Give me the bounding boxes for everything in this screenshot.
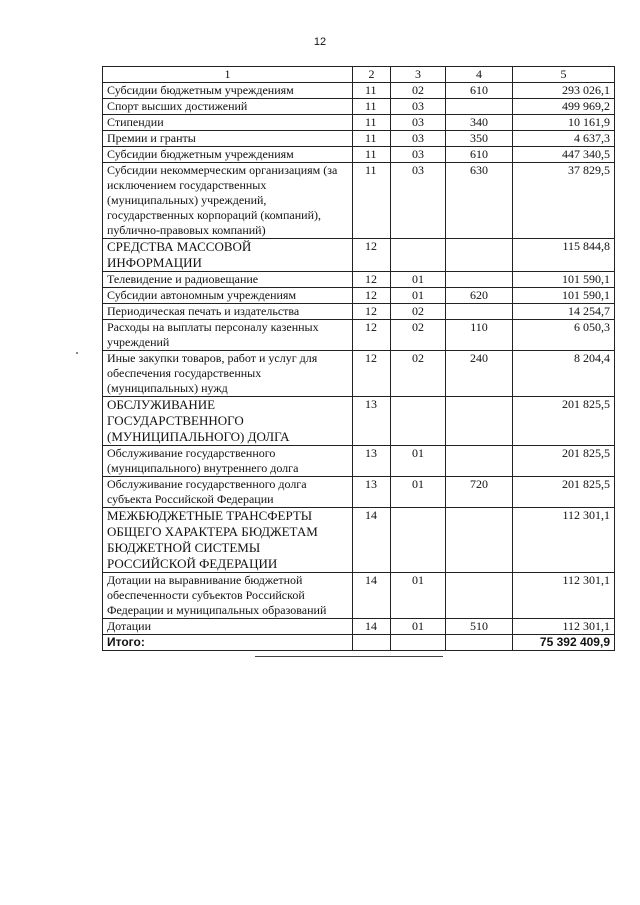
amount: 112 301,1: [513, 508, 615, 573]
row-name: Телевидение и радиовещание: [103, 272, 353, 288]
total-label: Итого:: [103, 635, 353, 651]
section-code: 11: [353, 115, 391, 131]
table-row: [103, 163, 615, 239]
amount: 201 825,5: [513, 477, 615, 508]
subsection-code: [391, 239, 446, 272]
section-code: 13: [353, 397, 391, 446]
row-name: Обслуживание государственного (муниципального) внутреннего долга: [103, 446, 353, 477]
table-row: [103, 320, 615, 351]
table-row: [103, 83, 615, 99]
row-name: Расходы на выплаты персоналу казенных учреждений: [103, 320, 353, 351]
table-row: [103, 239, 615, 272]
section-code: 12: [353, 272, 391, 288]
section-code: 13: [353, 446, 391, 477]
empty-cell: [391, 635, 446, 651]
empty-cell: [353, 635, 391, 651]
section-code: 11: [353, 83, 391, 99]
section-code: 11: [353, 99, 391, 115]
expense-type-code: 340: [446, 115, 513, 131]
page-number: 12: [313, 36, 327, 48]
expense-type-code: 620: [446, 288, 513, 304]
expense-type-code: 610: [446, 147, 513, 163]
row-name: Иные закупки товаров, работ и услуг для обеспечения государственных (муниципальных) нужд: [103, 351, 353, 397]
subsection-code: 01: [391, 446, 446, 477]
amount: 447 340,5: [513, 147, 615, 163]
expense-type-code: [446, 99, 513, 115]
expense-type-code: [446, 272, 513, 288]
row-name: Субсидии некоммерческим организациям (за исключением государственных (муниципальных) учреждений, государственных корпораций (компаний), публично-правовых компаний): [103, 163, 353, 239]
header-cell: 3: [391, 67, 446, 83]
expense-type-code: 110: [446, 320, 513, 351]
subsection-code: 01: [391, 272, 446, 288]
amount: 101 590,1: [513, 288, 615, 304]
section-code: 14: [353, 573, 391, 619]
amount: 37 829,5: [513, 163, 615, 239]
subsection-code: 03: [391, 115, 446, 131]
subsection-code: 03: [391, 147, 446, 163]
subsection-code: 03: [391, 163, 446, 239]
subsection-code: 01: [391, 477, 446, 508]
signature-line: [255, 656, 443, 657]
table-row: [103, 446, 615, 477]
section-code: 12: [353, 320, 391, 351]
table-row: [103, 573, 615, 619]
table-row: [103, 619, 615, 635]
table-row: [103, 508, 615, 573]
subsection-code: 02: [391, 83, 446, 99]
amount: 201 825,5: [513, 446, 615, 477]
table-row: [103, 351, 615, 397]
expense-type-code: 610: [446, 83, 513, 99]
amount: 4 637,3: [513, 131, 615, 147]
amount: 115 844,8: [513, 239, 615, 272]
subsection-code: 02: [391, 351, 446, 397]
row-name: Периодическая печать и издательства: [103, 304, 353, 320]
subsection-code: 02: [391, 304, 446, 320]
section-code: 11: [353, 147, 391, 163]
total-amount: 75 392 409,9: [513, 635, 615, 651]
table-row: [103, 397, 615, 446]
row-name: Обслуживание государственного долга субъекта Российской Федерации: [103, 477, 353, 508]
section-code: 12: [353, 304, 391, 320]
expense-type-code: [446, 573, 513, 619]
row-name: МЕЖБЮДЖЕТНЫЕ ТРАНСФЕРТЫ ОБЩЕГО ХАРАКТЕРА БЮДЖЕТАМ БЮДЖЕТНОЙ СИСТЕМЫ РОССИЙСКОЙ ФЕДЕРАЦИИ: [103, 508, 353, 573]
table-row: [103, 99, 615, 115]
expense-type-code: 240: [446, 351, 513, 397]
header-cell: 1: [103, 67, 353, 83]
header-row: [103, 67, 615, 83]
row-name: Премии и гранты: [103, 131, 353, 147]
amount: 101 590,1: [513, 272, 615, 288]
section-code: 12: [353, 239, 391, 272]
amount: 112 301,1: [513, 573, 615, 619]
expense-type-code: 510: [446, 619, 513, 635]
header-cell: 5: [513, 67, 615, 83]
subsection-code: 02: [391, 320, 446, 351]
header-cell: 4: [446, 67, 513, 83]
header-cell: 2: [353, 67, 391, 83]
expense-type-code: [446, 508, 513, 573]
section-code: 12: [353, 351, 391, 397]
row-name: ОБСЛУЖИВАНИЕ ГОСУДАРСТВЕННОГО (МУНИЦИПАЛЬНОГО) ДОЛГА: [103, 397, 353, 446]
expense-type-code: [446, 239, 513, 272]
budget-table: [102, 66, 615, 651]
row-name: Стипендии: [103, 115, 353, 131]
row-name: Субсидии бюджетным учреждениям: [103, 83, 353, 99]
subsection-code: 03: [391, 99, 446, 115]
section-code: 11: [353, 163, 391, 239]
subsection-code: 01: [391, 288, 446, 304]
row-name: СРЕДСТВА МАССОВОЙ ИНФОРМАЦИИ: [103, 239, 353, 272]
expense-type-code: 630: [446, 163, 513, 239]
amount: 8 204,4: [513, 351, 615, 397]
amount: 14 254,7: [513, 304, 615, 320]
table-row: [103, 288, 615, 304]
expense-type-code: [446, 446, 513, 477]
section-code: 11: [353, 131, 391, 147]
section-code: 13: [353, 477, 391, 508]
scan-speck: [76, 352, 78, 354]
subsection-code: 01: [391, 573, 446, 619]
expense-type-code: 720: [446, 477, 513, 508]
subsection-code: 03: [391, 131, 446, 147]
expense-type-code: [446, 397, 513, 446]
amount: 10 161,9: [513, 115, 615, 131]
amount: 499 969,2: [513, 99, 615, 115]
table-row: [103, 147, 615, 163]
row-name: Дотации на выравнивание бюджетной обеспеченности субъектов Российской Федерации и муниципальных образований: [103, 573, 353, 619]
expense-type-code: 350: [446, 131, 513, 147]
section-code: 12: [353, 288, 391, 304]
row-name: Спорт высших достижений: [103, 99, 353, 115]
table-row: [103, 131, 615, 147]
table-row: [103, 272, 615, 288]
subsection-code: [391, 397, 446, 446]
subsection-code: [391, 508, 446, 573]
amount: 293 026,1: [513, 83, 615, 99]
table-row: [103, 477, 615, 508]
subsection-code: 01: [391, 619, 446, 635]
expense-type-code: [446, 304, 513, 320]
row-name: Субсидии автономным учреждениям: [103, 288, 353, 304]
section-code: 14: [353, 619, 391, 635]
table-row: [103, 304, 615, 320]
amount: 6 050,3: [513, 320, 615, 351]
amount: 201 825,5: [513, 397, 615, 446]
section-code: 14: [353, 508, 391, 573]
row-name: Субсидии бюджетным учреждениям: [103, 147, 353, 163]
table-row: [103, 115, 615, 131]
row-name: Дотации: [103, 619, 353, 635]
total-row: [103, 635, 615, 651]
amount: 112 301,1: [513, 619, 615, 635]
empty-cell: [446, 635, 513, 651]
